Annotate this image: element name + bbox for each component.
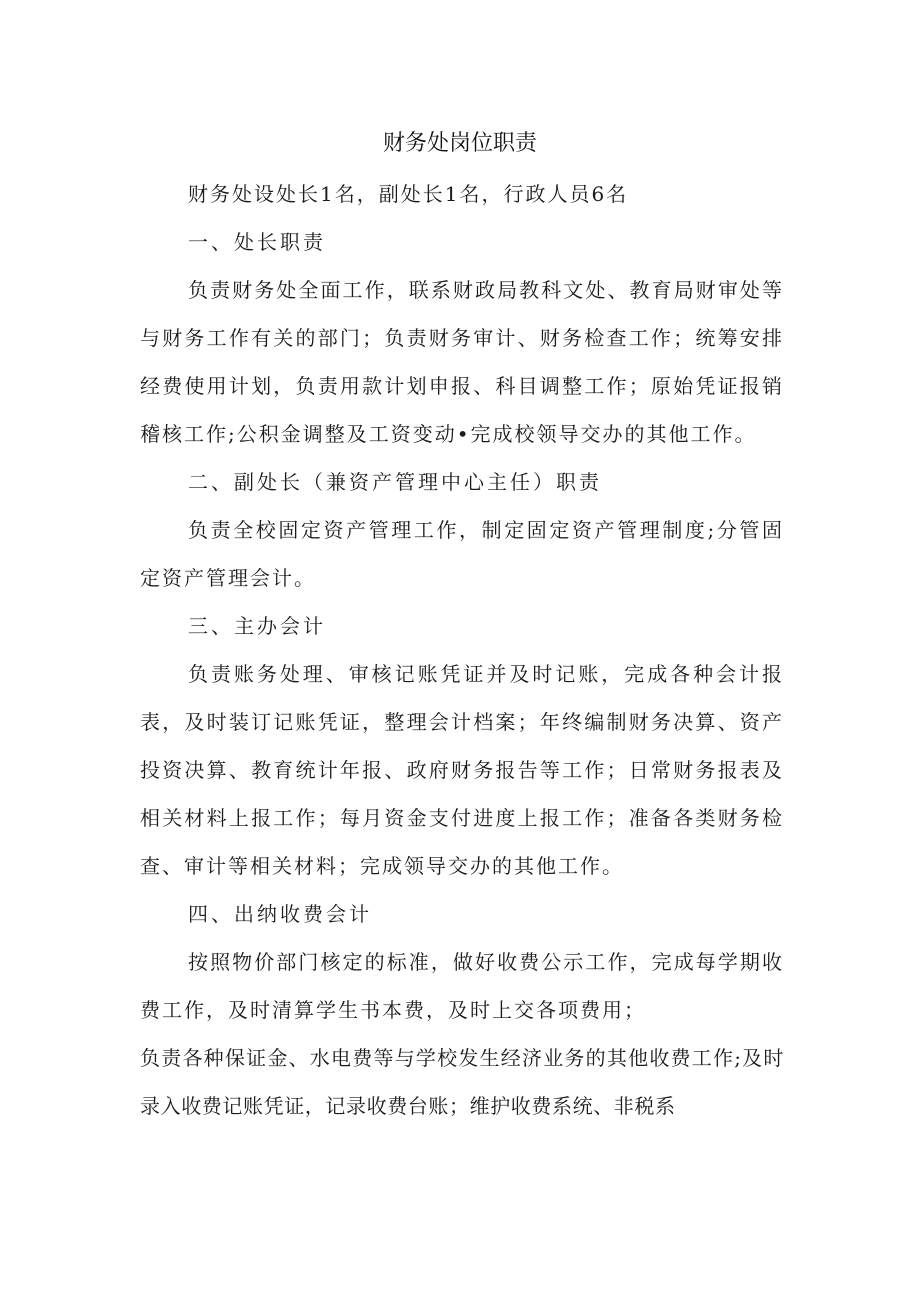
section-heading-deputy-director: 二、副处长（兼资产管理中心主任）职责 (188, 470, 602, 494)
cashier-duties-continued-paragraph: 负责各种保证金、水电费等与学校发生经济业务的其他收费工作;及时录入收费记账凭证，记录收费台账；维护收费系统、非税系 (140, 1046, 784, 1118)
cashier-duties-paragraph: 按照物价部门核定的标准，做好收费公示工作，完成每学期收费工作，及时清算学生书本费，及时上交各项费用； (140, 950, 784, 1022)
section-heading-director: 一、处长职责 (188, 230, 326, 254)
chief-accountant-duties-paragraph: 负责账务处理、审核记账凭证并及时记账，完成各种会计报表，及时装订记账凭证，整理会计档案；年终编制财务决算、资产投资决算、教育统计年报、政府财务报告等工作；日常财务报表及相关材料上报工作；每月资金支付进度上报工作；准备各类财务检查、审计等相关材料；完成领导交办的其他工作。 (140, 662, 784, 878)
document-title: 财务处岗位职责 (382, 131, 537, 156)
document-body (140, 170, 784, 1130)
staffing-paragraph: 财务处设处长1名，副处长1名，行政人员6名 (188, 182, 629, 206)
deputy-director-duties-paragraph: 负责全校固定资产管理工作，制定固定资产管理制度;分管固定资产管理会计。 (140, 518, 784, 590)
section-heading-cashier: 四、出纳收费会计 (188, 902, 372, 926)
director-duties-paragraph: 负责财务处全面工作，联系财政局教科文处、教育局财审处等与财务工作有关的部门；负责财务审计、财务检查工作；统筹安排经费使用计划，负责用款计划申报、科目调整工作；原始凭证报销稽核工作;公积金调整及工资变动•完成校领导交办的其他工作。 (140, 278, 784, 446)
section-heading-chief-accountant: 三、主办会计 (188, 614, 326, 638)
